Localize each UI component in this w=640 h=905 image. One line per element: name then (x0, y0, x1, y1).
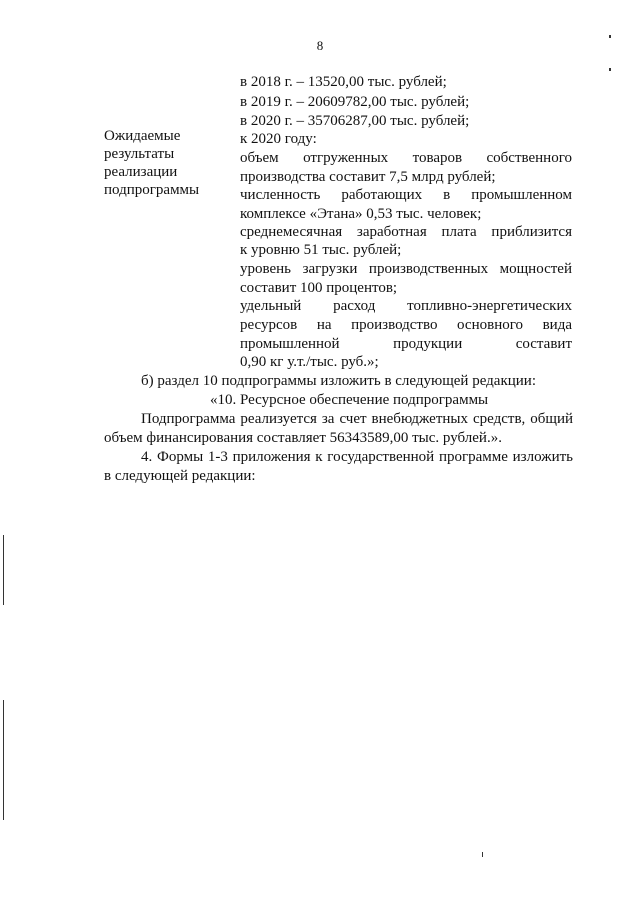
expected-results-label (104, 127, 224, 199)
label-line: подпрограммы (104, 182, 200, 198)
item-4-line: в следующей редакции: (104, 468, 256, 484)
label-line: реализации (104, 164, 178, 180)
item-4-line: 4. Формы 1-3 приложения к государственной программе изложить (141, 449, 573, 465)
funding-line-2018: в 2018 г. – 13520,00 тыс. рублей; (240, 74, 447, 90)
label-line: результаты (104, 146, 175, 162)
scan-edge-line (3, 700, 4, 820)
results-line: численность работающих в промышленном (240, 187, 572, 203)
funding-line-2020: в 2020 г. – 35706287,00 тыс. рублей; (240, 113, 470, 129)
results-line: уровень загрузки производственных мощностей (240, 261, 572, 277)
results-line: к уровню 51 тыс. рублей; (240, 242, 402, 258)
scan-speck (609, 68, 611, 71)
scan-edge-line (3, 535, 4, 605)
page-number: 8 (316, 38, 324, 53)
scan-speck (482, 852, 483, 857)
results-line: 0,90 кг у.т./тыс. руб.»; (240, 354, 379, 370)
results-line: составит 100 процентов; (240, 280, 398, 296)
section-heading: «10. Ресурсное обеспечение подпрограммы (210, 392, 489, 408)
funding-line-2019: в 2019 г. – 20609782,00 тыс. рублей; (240, 94, 470, 110)
results-line: к 2020 году: (240, 131, 317, 147)
results-line: ресурсов на производство основного вида (240, 317, 572, 333)
results-line: комплексе «Этана» 0,53 тыс. человек; (240, 206, 482, 222)
results-line: производства составит 7,5 млрд рублей; (240, 169, 496, 185)
label-line: Ожидаемые (104, 128, 181, 144)
results-line: удельный расход топливно-энергетических (240, 298, 572, 314)
results-line: промышленной продукции составит (240, 336, 572, 352)
scan-speck (609, 35, 611, 38)
paragraph-line: объем финансирования составляет 56343589,00 тыс. рублей.». (104, 430, 502, 446)
results-line: среднемесячная заработная плата приблизится (240, 224, 572, 240)
paragraph-line: Подпрограмма реализуется за счет внебюджетных средств, общий (141, 411, 573, 427)
results-line: объем отгруженных товаров собственного (240, 150, 572, 166)
section-b-instruction: б) раздел 10 подпрограммы изложить в следующей редакции: (141, 373, 536, 389)
